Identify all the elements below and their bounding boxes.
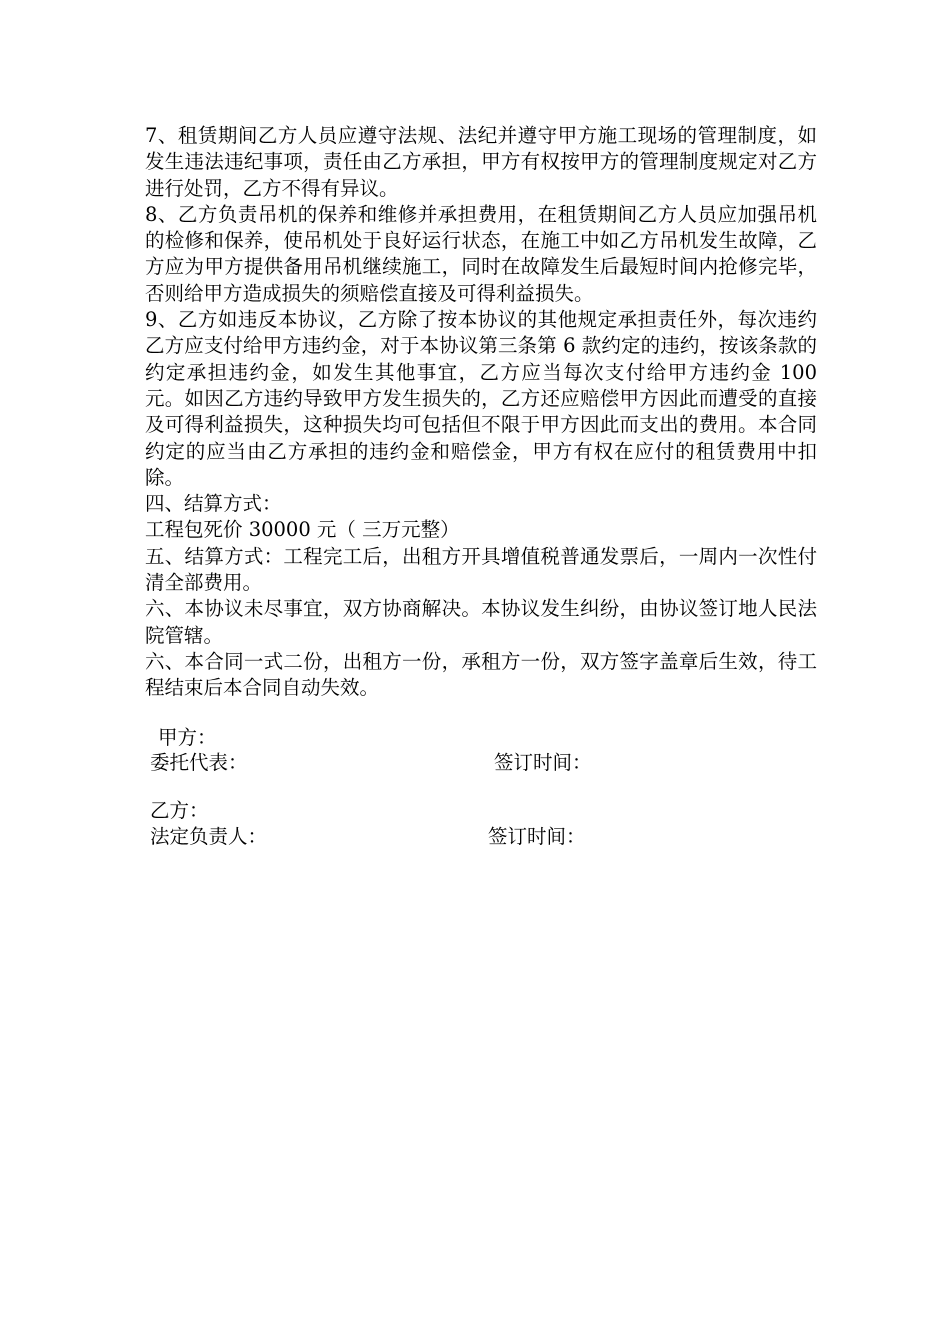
- party-b-label: 乙方：: [150, 799, 209, 822]
- party-b-signing-date-label: 签订时间：: [488, 825, 586, 848]
- section-4-heading: 四、结算方式：: [145, 492, 282, 516]
- contract-body: [145, 123, 817, 702]
- section-5-paragraph: 五、结算方式：工程完工后，出租方开具增值税普通发票后，一周内一次性付清全部费用。: [145, 544, 817, 595]
- clause-8-paragraph: 8、乙方负责吊机的保养和维修并承担费用，在租赁期间乙方人员应加强吊机的检修和保养，使吊机处于良好运行状态，在施工中如乙方吊机发生故障，乙方应为甲方提供备用吊机继续施工，同时在故障发生后最短时间内抢修完毕，否则给甲方造成损失的须赔偿直接及可得利益损失。: [145, 202, 817, 305]
- clause-7-paragraph: 7、租赁期间乙方人员应遵守法规、法纪并遵守甲方施工现场的管理制度，如发生违法违纪事项，责任由乙方承担，甲方有权按甲方的管理制度规定对乙方进行处罚，乙方不得有异议。: [145, 124, 817, 200]
- section-6-paragraph: 六、本协议未尽事宜，双方协商解决。本协议发生纠纷，由协议签订地人民法院管辖。: [145, 597, 817, 647]
- section-6b-paragraph: 六、本合同一式二份，出租方一份，承租方一份，双方签字盖章后生效，待工程结束后本合同自动失效。: [145, 649, 817, 700]
- fixed-price-line: 工程包死价 30000 元（ 三万元整）: [145, 518, 460, 542]
- party-a-signing-date-label: 签订时间：: [494, 751, 592, 774]
- party-b-legal-representative-label: 法定负责人：: [150, 825, 268, 848]
- party-a-representative-label: 委托代表：: [150, 751, 248, 774]
- clause-9-paragraph: 9、乙方如违反本协议，乙方除了按本协议的其他规定承担责任外，每次违约乙方应支付给甲方违约金，对于本协议第三条第 6 款约定的违约，按该条款的约定承担违约金，如发生其他事宜，乙方应当每次支付给甲方违约金 100 元。如因乙方违约导致甲方发生损失的，乙方还应赔偿甲方因此而遭受的直接及可得利益损失，这种损失均可包括但不限于甲方因此而支出的费用。本合同约定的应当由乙方承担的违约金和赔偿金，甲方有权在应付的租赁费用中扣除。: [145, 308, 817, 489]
- party-a-label: 甲方：: [158, 726, 217, 749]
